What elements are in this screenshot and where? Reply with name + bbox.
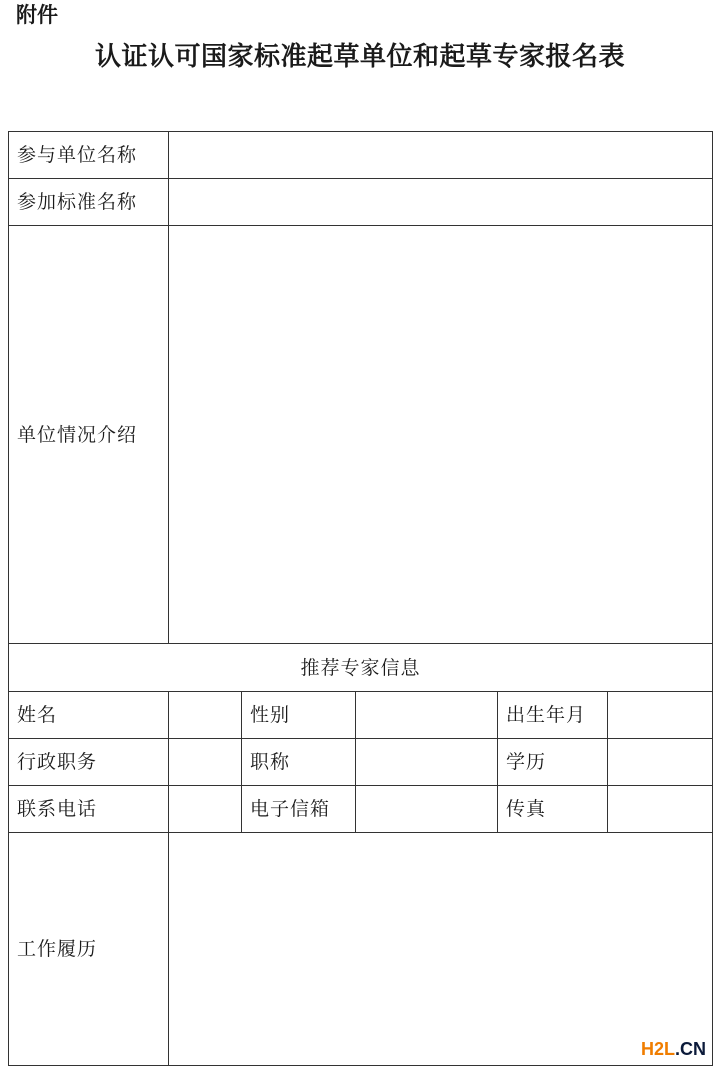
expert-section-title: 推荐专家信息 xyxy=(9,644,713,692)
site-watermark xyxy=(641,1039,706,1060)
job-title-label: 职称 xyxy=(242,739,356,786)
name-label: 姓名 xyxy=(9,692,169,739)
job-title-field[interactable] xyxy=(356,739,498,786)
position-field[interactable] xyxy=(169,739,242,786)
expert-section-row xyxy=(9,644,713,692)
birth-label: 出生年月 xyxy=(498,692,608,739)
standard-name-field[interactable] xyxy=(169,179,713,226)
fax-label: 传真 xyxy=(498,786,608,833)
registration-form-table xyxy=(8,131,713,1066)
attachment-label: 附件 xyxy=(16,3,58,27)
gender-label: 性别 xyxy=(242,692,356,739)
standard-name-row xyxy=(9,179,713,226)
work-history-row xyxy=(9,833,713,1066)
standard-name-label: 参加标准名称 xyxy=(9,179,169,226)
org-name-label: 参与单位名称 xyxy=(9,132,169,179)
education-label: 学历 xyxy=(498,739,608,786)
email-field[interactable] xyxy=(356,786,498,833)
org-name-row xyxy=(9,132,713,179)
expert-row-3 xyxy=(9,786,713,833)
expert-row-2 xyxy=(9,739,713,786)
org-name-field[interactable] xyxy=(169,132,713,179)
work-history-field[interactable] xyxy=(169,833,713,1066)
watermark-part-b: .CN xyxy=(675,1039,706,1059)
position-label: 行政职务 xyxy=(9,739,169,786)
email-label: 电子信箱 xyxy=(242,786,356,833)
phone-label: 联系电话 xyxy=(9,786,169,833)
phone-field[interactable] xyxy=(169,786,242,833)
watermark-part-a: H2L xyxy=(640,1039,675,1059)
name-field[interactable] xyxy=(169,692,242,739)
fax-field[interactable] xyxy=(608,786,713,833)
education-field[interactable] xyxy=(608,739,713,786)
org-intro-row xyxy=(9,226,713,644)
expert-row-1 xyxy=(9,692,713,739)
org-intro-field[interactable] xyxy=(169,226,713,644)
work-history-label: 工作履历 xyxy=(9,833,169,1066)
form-title: 认证认可国家标准起草单位和起草专家报名表 xyxy=(94,42,625,72)
org-intro-label: 单位情况介绍 xyxy=(9,226,169,644)
gender-field[interactable] xyxy=(356,692,498,739)
birth-field[interactable] xyxy=(608,692,713,739)
